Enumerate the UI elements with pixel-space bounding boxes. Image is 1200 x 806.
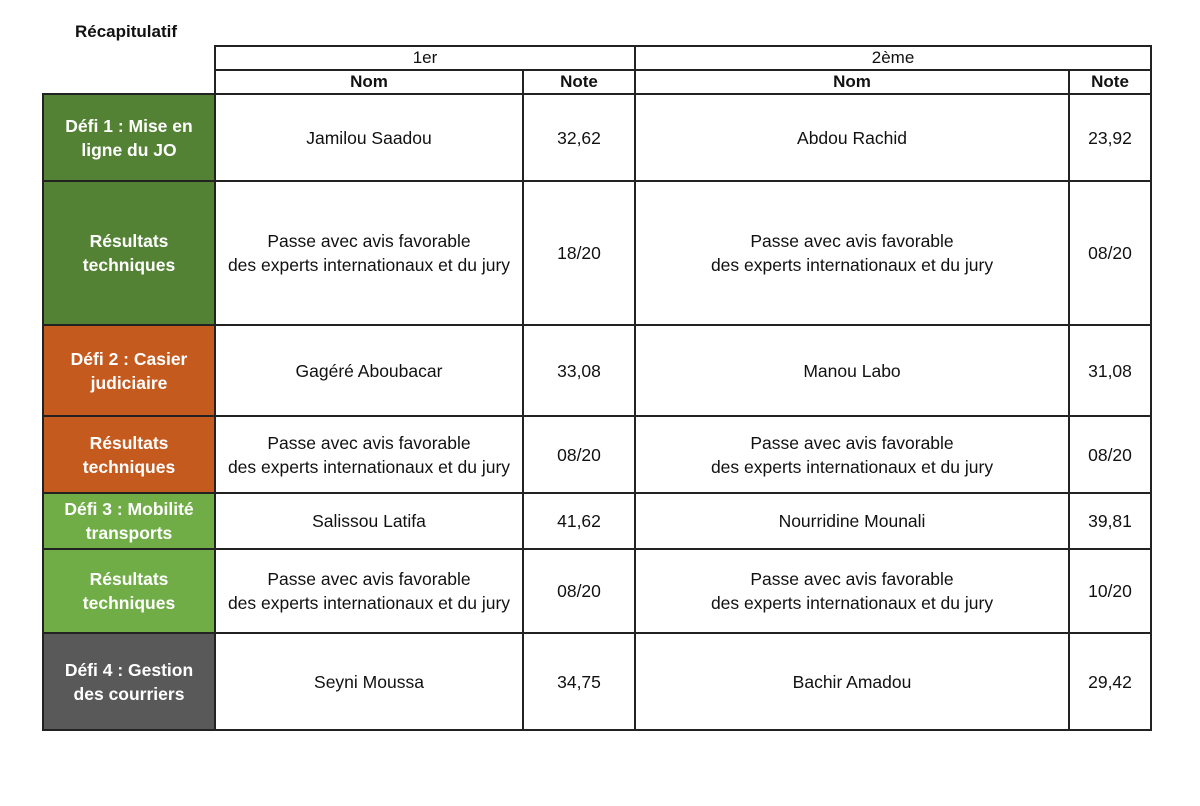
header-row-rank [43,46,1151,70]
nom-2: Abdou Rachid [635,94,1069,181]
note-1: 08/20 [523,549,635,633]
defi-label: Défi 3 : Mobilité transports [43,493,215,549]
nom-1: Salissou Latifa [215,493,523,549]
summary-table [42,45,1152,731]
nom-2: Passe avec avis favorable des experts internationaux et du jury [635,181,1069,325]
note-1: 18/20 [523,181,635,325]
header-nom-2: Nom [635,70,1069,94]
nom-2: Passe avec avis favorable des experts internationaux et du jury [635,416,1069,493]
resultats-label: Résultats techniques [43,416,215,493]
table-row [43,416,1151,493]
table-row [43,633,1151,730]
header-note-2: Note [1069,70,1151,94]
table-row [43,549,1151,633]
table-row [43,94,1151,181]
resultats-label: Résultats techniques [43,181,215,325]
defi-label: Défi 4 : Gestion des courriers [43,633,215,730]
defi-label: Défi 1 : Mise en ligne du JO [43,94,215,181]
header-first: 1er [215,46,635,70]
header-blank-cell [43,46,215,70]
note-2: 23,92 [1069,94,1151,181]
note-2: 08/20 [1069,181,1151,325]
note-2: 39,81 [1069,493,1151,549]
header-second: 2ème [635,46,1151,70]
nom-2: Nourridine Mounali [635,493,1069,549]
table-row [43,493,1151,549]
note-2: 31,08 [1069,325,1151,416]
page-title: Récapitulatif [75,22,178,41]
nom-1: Jamilou Saadou [215,94,523,181]
nom-2: Bachir Amadou [635,633,1069,730]
note-1: 08/20 [523,416,635,493]
nom-1: Passe avec avis favorable des experts internationaux et du jury [215,416,523,493]
nom-2: Passe avec avis favorable des experts internationaux et du jury [635,549,1069,633]
note-1: 32,62 [523,94,635,181]
note-1: 41,62 [523,493,635,549]
header-nom-1: Nom [215,70,523,94]
note-2: 10/20 [1069,549,1151,633]
resultats-label: Résultats techniques [43,549,215,633]
note-2: 08/20 [1069,416,1151,493]
table-row [43,181,1151,325]
table-row [43,325,1151,416]
nom-1: Seyni Moussa [215,633,523,730]
nom-2: Manou Labo [635,325,1069,416]
nom-1: Passe avec avis favorable des experts internationaux et du jury [215,181,523,325]
nom-1: Passe avec avis favorable des experts internationaux et du jury [215,549,523,633]
header-note-1: Note [523,70,635,94]
note-1: 33,08 [523,325,635,416]
note-2: 29,42 [1069,633,1151,730]
header-blank-cell [43,70,215,94]
note-1: 34,75 [523,633,635,730]
defi-label: Défi 2 : Casier judiciaire [43,325,215,416]
header-row-columns [43,70,1151,94]
nom-1: Gagéré Aboubacar [215,325,523,416]
